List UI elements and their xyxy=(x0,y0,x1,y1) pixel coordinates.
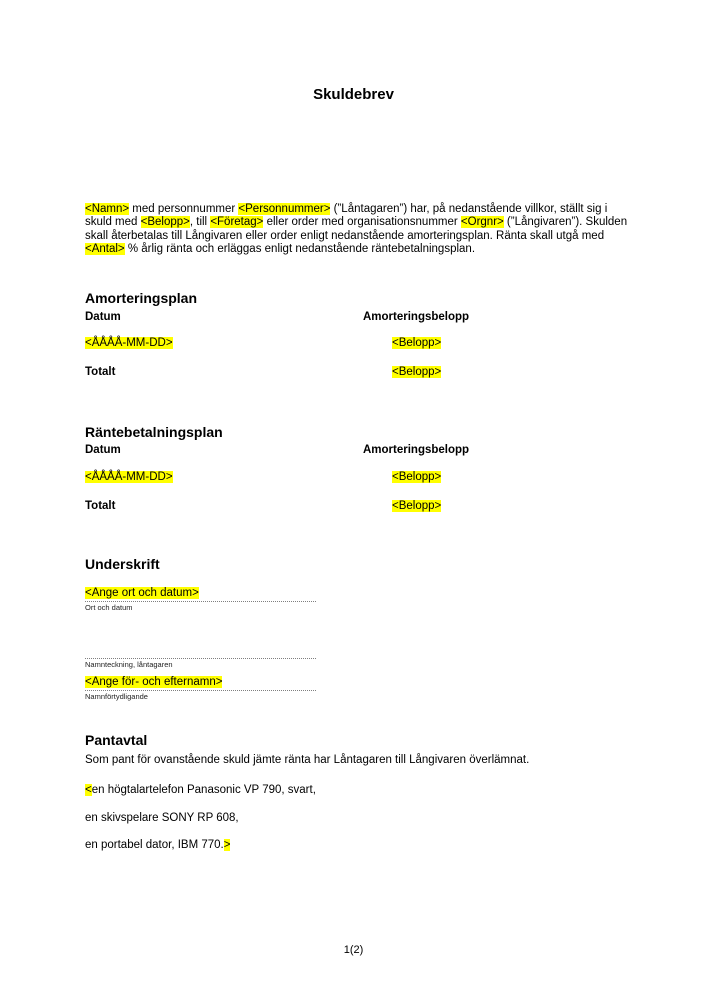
placeholder-ranta-belopp[interactable]: <Belopp> xyxy=(392,471,442,483)
place-date-label: Ort och datum xyxy=(85,603,133,612)
placeholder-amortering-datum[interactable]: <ÅÅÅÅ-MM-DD> xyxy=(85,337,173,349)
signature-field xyxy=(85,651,316,669)
placeholder-namn-fornamn[interactable]: <Ange för- och efternamn> xyxy=(85,676,223,688)
amortering-total-row xyxy=(85,366,630,378)
name-line xyxy=(85,674,316,691)
pant-item-text: en portabel dator, IBM 770. xyxy=(85,839,224,851)
intro-text: % årlig ränta och erläggas enligt nedanstående räntebetalningsplan. xyxy=(124,243,476,256)
signature-line[interactable] xyxy=(85,651,316,659)
amortering-data-row xyxy=(85,337,630,349)
intro-paragraph xyxy=(85,203,630,257)
ranta-total-row xyxy=(85,500,630,512)
ranta-col-belopp: Amorteringsbelopp xyxy=(363,444,470,456)
placeholder-amortering-belopp[interactable]: <Belopp> xyxy=(392,337,442,349)
pant-item-text: en högtalartelefon Panasonic VP 790, svart, xyxy=(91,784,316,796)
pant-close-bracket[interactable]: > xyxy=(223,839,231,851)
name-clarification-label: Namnförtydligande xyxy=(85,692,148,701)
intro-text: (”Låntagaren”) har, på nedanstående villkor, ställt sig i skuld med xyxy=(85,203,608,229)
ranta-data-row xyxy=(85,471,630,483)
page-number: 1(2) xyxy=(343,944,364,956)
ranta-col-datum: Datum xyxy=(85,444,121,456)
amortering-header-row xyxy=(85,311,630,323)
placeholder-foretag[interactable]: <Företag> xyxy=(210,216,264,229)
amortering-col-belopp: Amorteringsbelopp xyxy=(363,311,470,323)
placeholder-personnummer[interactable]: <Personnummer> xyxy=(238,203,331,215)
intro-text: eller order med organisationsnummer xyxy=(263,216,461,229)
pant-open-bracket[interactable]: < xyxy=(85,784,92,796)
ranta-total-label: Totalt xyxy=(85,500,116,512)
place-date-line xyxy=(85,585,316,602)
placeholder-belopp[interactable]: <Belopp> xyxy=(140,216,190,229)
underskrift-heading: Underskrift xyxy=(85,556,160,572)
pantavtal-heading: Pantavtal xyxy=(85,732,148,748)
placeholder-orgnr[interactable]: <Orgnr> xyxy=(460,216,504,229)
intro-text: , till xyxy=(189,216,211,229)
pant-item xyxy=(85,784,645,796)
amortering-heading: Amorteringsplan xyxy=(85,290,198,306)
intro-text: (”Långivaren”). Skulden skall återbetalas till Långivaren eller order enligt nedanstående amorteringsplan. Ränta skall utgå med xyxy=(85,216,628,242)
amortering-total-label: Totalt xyxy=(85,366,116,378)
page-title: Skuldebrev xyxy=(313,86,394,103)
signature-label: Namnteckning, låntagaren xyxy=(85,660,173,669)
name-clarification-field xyxy=(85,674,316,701)
signature-place-date-field xyxy=(85,585,316,612)
placeholder-ranta-datum[interactable]: <ÅÅÅÅ-MM-DD> xyxy=(85,471,173,483)
pant-item xyxy=(85,839,645,851)
intro-text: med personnummer xyxy=(129,203,239,215)
pant-item-text: en skivspelare SONY RP 608, xyxy=(85,812,239,824)
pant-item xyxy=(85,812,645,824)
placeholder-ranta-total[interactable]: <Belopp> xyxy=(392,500,442,512)
pantavtal-intro: Som pant för ovanstående skuld jämte ränta har Låntagaren till Långivaren överlämnat. xyxy=(85,754,530,766)
placeholder-antal[interactable]: <Antal> xyxy=(85,243,125,256)
placeholder-amortering-total[interactable]: <Belopp> xyxy=(392,366,442,378)
ranta-header-row xyxy=(85,444,630,456)
amortering-col-datum: Datum xyxy=(85,311,121,323)
placeholder-ort-datum[interactable]: <Ange ort och datum> xyxy=(85,587,199,599)
ranta-heading: Räntebetalningsplan xyxy=(85,424,223,440)
placeholder-namn[interactable]: <Namn> xyxy=(85,203,130,215)
